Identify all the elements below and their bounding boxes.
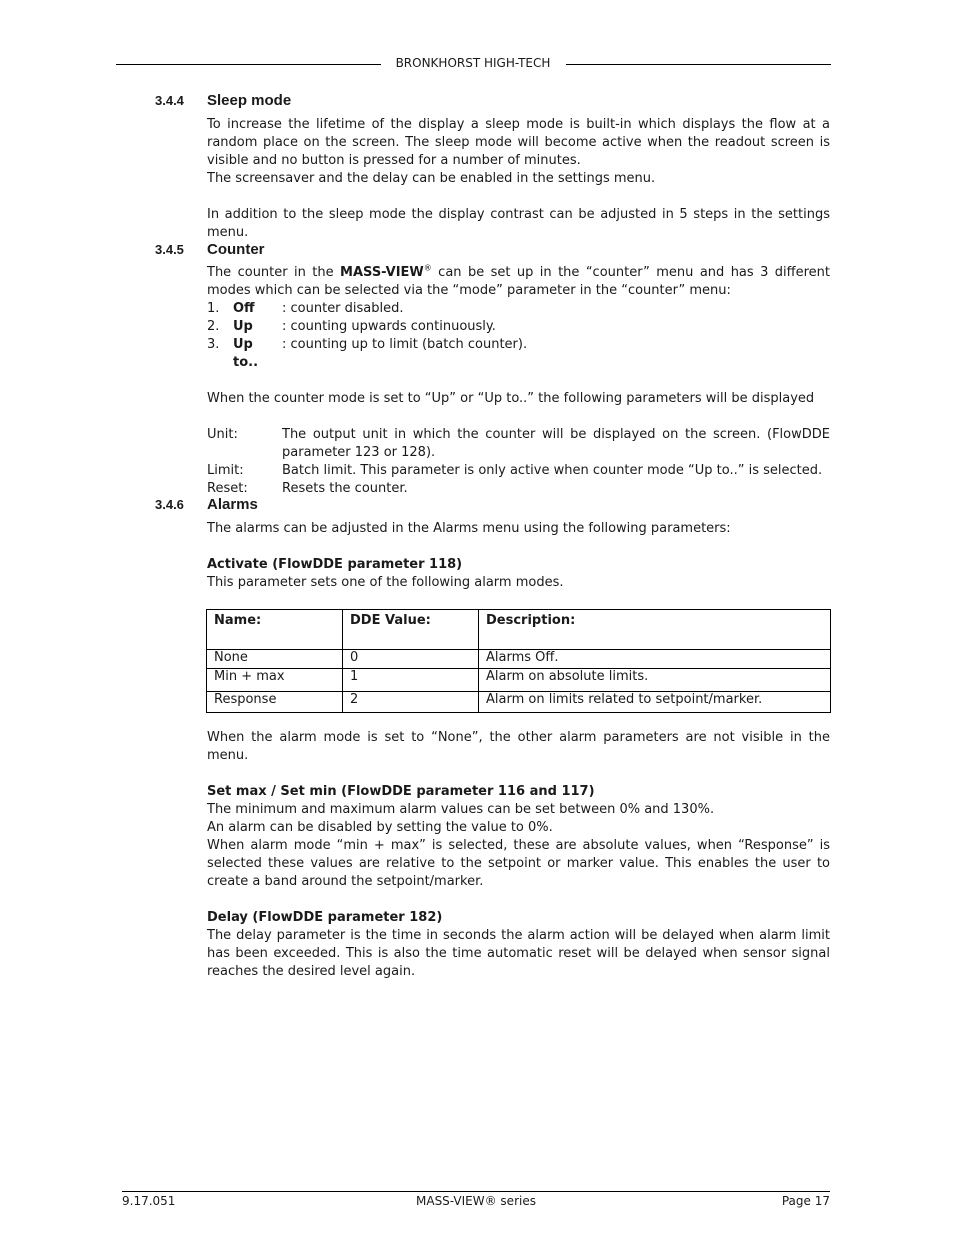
mode-description: : counter disabled. [282, 301, 404, 316]
section-number: 3.4.5 [155, 242, 184, 257]
list-item [207, 318, 830, 336]
parameter-name: Limit: [207, 463, 244, 478]
page-number: Page 17 [781, 1194, 830, 1208]
paragraph: The minimum and maximum alarm values can be set between 0% and 130%. [207, 802, 715, 817]
counter-body [207, 264, 830, 498]
intro-text: The counter in the [207, 265, 341, 280]
section-number: 3.4.6 [155, 497, 184, 512]
page-footer [122, 1191, 830, 1208]
section-title: Alarms [207, 496, 258, 513]
mode-name: Up to.. [233, 337, 259, 370]
list-number: 2. [207, 319, 220, 334]
subheading-set-max-min: Set max / Set min (FlowDDE parameter 116 and 117) [207, 784, 595, 799]
table-cell: None [207, 650, 343, 669]
registered-mark: ® [423, 263, 432, 273]
table-header: Name: [207, 610, 343, 650]
paragraph: When alarm mode “min + max” is selected, these are absolute values, when “Response” is selected these values are relative to the setpoint or marker value. This enables the user to create a band around the setpoint/marker. [207, 838, 830, 889]
mode-name: Off [233, 301, 255, 316]
parameter-description: Batch limit. This parameter is only active when counter mode “Up to..” is selected. [282, 463, 823, 478]
table-row [207, 650, 831, 669]
section-heading-counter [155, 241, 265, 258]
paragraph: The alarms can be adjusted in the Alarms menu using the following parameters: [207, 521, 731, 536]
table-cell: Response [207, 692, 343, 713]
parameter-name: Reset: [207, 481, 248, 496]
table-header: DDE Value: [343, 610, 479, 650]
list-item [207, 300, 830, 318]
alarms-intro-block [207, 520, 830, 592]
table-cell: 2 [343, 692, 479, 713]
section-heading-alarms [155, 496, 258, 513]
list-item [207, 336, 830, 372]
table-row [207, 669, 831, 692]
alarm-modes-table [206, 609, 831, 713]
counter-intro [207, 264, 830, 300]
parameter-row [207, 480, 830, 498]
paragraph: The delay parameter is the time in seconds the alarm action will be delayed when alarm limit has been exceeded. This is also the time automatic reset will be delayed when sensor signal reaches the desired level again. [207, 928, 830, 979]
page-header [116, 54, 830, 74]
mode-name: Up [233, 319, 253, 334]
list-number: 3. [207, 337, 220, 352]
section-title: Counter [207, 241, 265, 258]
section-number: 3.4.4 [155, 93, 184, 108]
paragraph: An alarm can be disabled by setting the value to 0%. [207, 820, 553, 835]
parameter-row [207, 462, 830, 480]
table-cell: Alarm on limits related to setpoint/marker. [479, 692, 831, 713]
table-cell: Alarms Off. [479, 650, 831, 669]
section-heading-sleep-mode [155, 92, 291, 109]
header-rule-right [566, 64, 831, 65]
table-cell: Alarm on absolute limits. [479, 669, 831, 692]
list-number: 1. [207, 301, 220, 316]
product-series: MASS-VIEW® series [416, 1194, 536, 1208]
paragraph: In addition to the sleep mode the display contrast can be adjusted in 5 steps in the settings menu. [207, 207, 830, 240]
subheading-activate: Activate (FlowDDE parameter 118) [207, 557, 463, 572]
table-header: Description: [479, 610, 831, 650]
table-cell: 1 [343, 669, 479, 692]
table-cell: Min + max [207, 669, 343, 692]
mode-description: : counting upwards continuously. [282, 319, 496, 334]
table-row [207, 692, 831, 713]
header-company: BRONKHORST HIGH-TECH [395, 56, 551, 70]
parameter-row [207, 426, 830, 462]
paragraph: When the counter mode is set to “Up” or “Up to..” the following parameters will be displayed [207, 391, 815, 406]
sleep-mode-body [207, 116, 830, 242]
paragraph: The screensaver and the delay can be enabled in the settings menu. [207, 171, 656, 186]
parameter-description: The output unit in which the counter will be displayed on the screen. (FlowDDE parameter 123 or 128). [282, 427, 830, 460]
section-title: Sleep mode [207, 92, 292, 109]
brand-name: MASS-VIEW [340, 265, 424, 280]
alarms-details-block [207, 729, 830, 981]
paragraph: When the alarm mode is set to “None”, the other alarm parameters are not visible in the menu. [207, 730, 830, 763]
parameter-name: Unit: [207, 427, 238, 442]
paragraph: This parameter sets one of the following alarm modes. [207, 575, 564, 590]
subheading-delay: Delay (FlowDDE parameter 182) [207, 910, 443, 925]
table-header-row [207, 610, 831, 650]
intro-text: can be set up in the “counter” menu and has 3 different modes which can be selected via the “mode” parameter in the “counter” menu: [207, 265, 830, 298]
parameter-description: Resets the counter. [282, 481, 408, 496]
table-cell: 0 [343, 650, 479, 669]
mode-description: : counting up to limit (batch counter). [282, 337, 528, 352]
paragraph: To increase the lifetime of the display a sleep mode is built-in which displays the flow at a random place on the screen. The sleep mode will become active when the readout screen is visible and no button is pressed for a number of minutes. [207, 117, 830, 168]
document-number: 9.17.051 [122, 1194, 176, 1208]
